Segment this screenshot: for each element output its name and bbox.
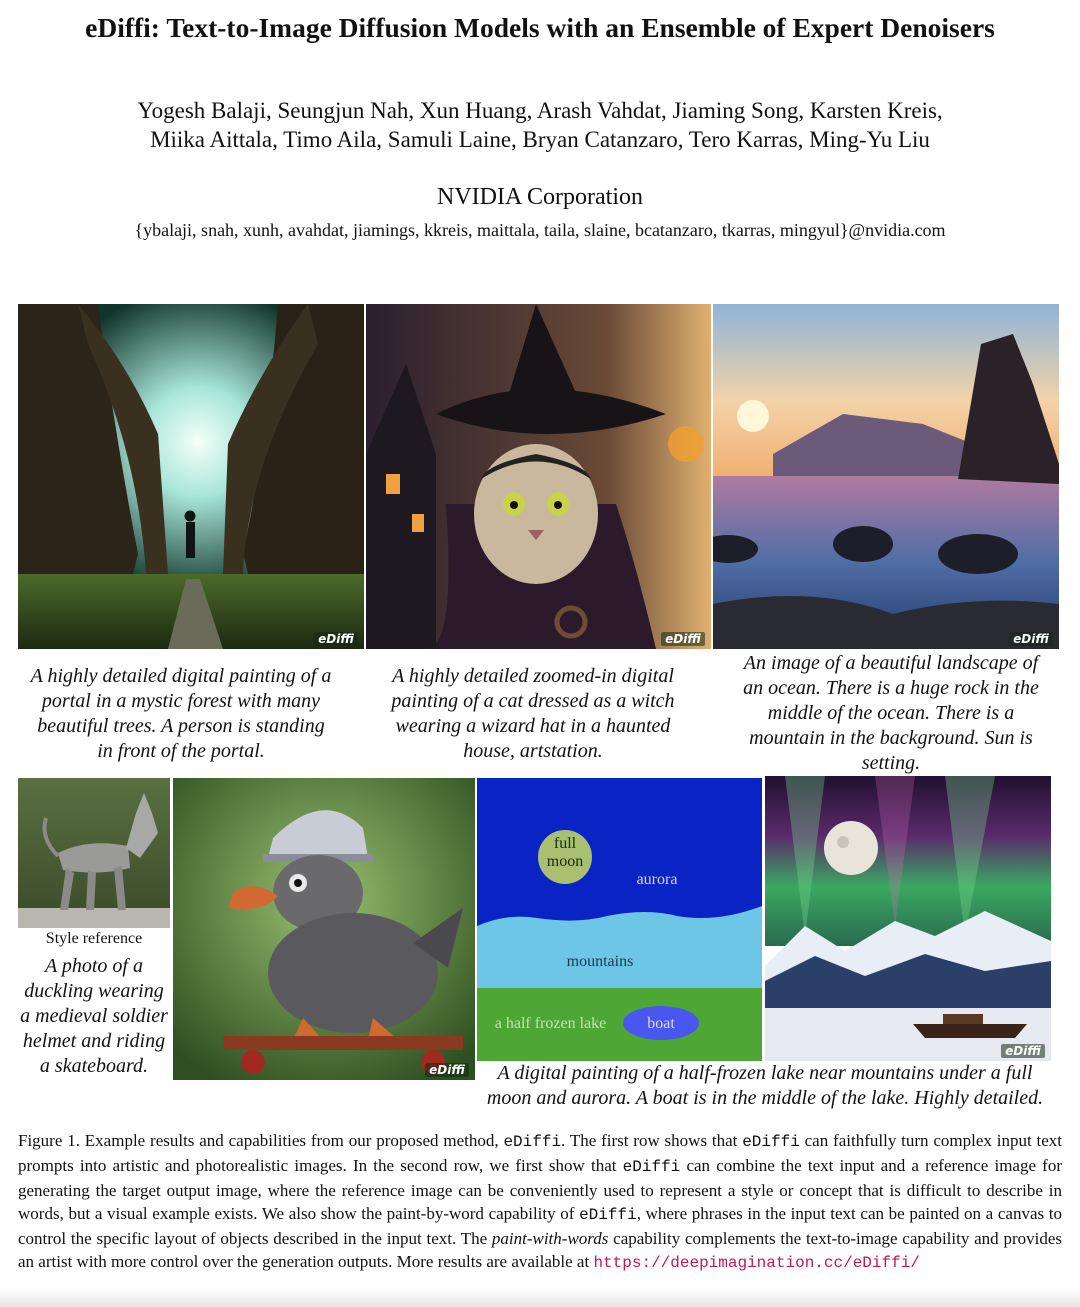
caption-text: , where phrases in the input text can be painted on a canvas to control the specific layout of objects described in the input text. The	[18, 1204, 1062, 1249]
authors-line-2: Miika Aittala, Timo Aila, Samuli Laine, Bryan Catanzaro, Tero Karras, Ming-Yu Liu	[150, 127, 930, 152]
canvas-label-full: full	[553, 835, 577, 852]
caption-text: capability complements the text-to-image capability and provides an artist with more control over the generation outputs. More results are available at	[18, 1229, 1062, 1272]
full-moon-label	[538, 835, 592, 871]
method-name: eDiffi	[742, 1133, 800, 1151]
caption-line: a medieval soldier	[20, 1005, 168, 1027]
caption-line: A highly detailed zoomed-in digital	[392, 665, 674, 687]
canvas-label-moon: moon	[546, 853, 584, 870]
ocean-sunset-image	[713, 304, 1059, 649]
caption-line: mountain in the background. Sun is	[749, 727, 1033, 749]
caption-line: An image of a beautiful landscape of	[743, 652, 1039, 674]
figure-label: Figure 1.	[18, 1131, 80, 1150]
method-name: eDiffi	[503, 1133, 562, 1151]
project-url-link[interactable]: https://deepimagination.cc/eDiffi/	[593, 1254, 920, 1273]
caption-line: A highly detailed digital painting of a	[30, 665, 332, 687]
paint-with-words-term: paint-with-words	[491, 1229, 609, 1249]
duckling-image	[173, 778, 475, 1080]
mountains-label: mountains	[566, 953, 634, 970]
page-bottom-shadow	[0, 1288, 1080, 1307]
forest-portal-illustration	[18, 304, 364, 649]
caption-text: can combine the text input and a reference image for generating the target output image, where the reference image can be conveniently used to represent a style or concept that is difficult to describe in words, but a visual example exists. We also show the paint-by-word capability of	[18, 1156, 1062, 1224]
caption-line: setting.	[861, 752, 921, 774]
boat-label: boat	[647, 1015, 675, 1032]
author-emails: {ybalaji, snah, xunh, avahdat, jiamings, kkreis, maittala, taila, slaine, bcatanzaro, tkarras, mingyul}@nvidia.com	[134, 220, 946, 240]
caption-line: middle of the ocean. There is a	[767, 702, 1015, 724]
aurora-label: aurora	[636, 871, 678, 888]
ediffi-watermark: eDiffi	[314, 632, 358, 646]
method-name: eDiffi	[579, 1206, 637, 1225]
ediffi-watermark: eDiffi	[1009, 632, 1053, 646]
caption-line: beautiful trees. A person is standing	[37, 715, 325, 737]
witch-cat-image	[366, 304, 711, 649]
style-reference-label: Style reference	[45, 930, 143, 947]
caption-text: can faithfully turn complex input text prompts into artistic and photorealistic images. In the second row, we first show that	[18, 1131, 1062, 1176]
caption-text: Example results and capabilities from our proposed method,	[79, 1131, 504, 1150]
caption-line: painting of a cat dressed as a witch	[391, 690, 675, 712]
caption-line: a skateboard.	[39, 1055, 149, 1077]
affiliation: NVIDIA Corporation	[437, 184, 643, 210]
frozen-lake-image	[765, 776, 1051, 1061]
forest-portal-image	[18, 304, 364, 649]
forest-caption	[14, 664, 348, 764]
paper-title: eDiffi: Text-to-Image Diffusion Models with an Ensemble of Expert Denoisers	[85, 12, 995, 43]
style-reference-image	[18, 778, 170, 928]
ediffi-watermark: eDiffi	[1001, 1044, 1045, 1058]
ediffi-watermark: eDiffi	[425, 1063, 469, 1077]
caption-line: in front of the portal.	[97, 740, 265, 762]
ediffi-watermark: eDiffi	[661, 632, 705, 646]
figure-caption	[18, 1129, 1062, 1276]
caption-line: house, artstation.	[463, 740, 603, 762]
caption-line: an ocean. There is a huge rock in the	[743, 677, 1039, 699]
witch-cat-caption	[366, 664, 700, 764]
caption-line: wearing a wizard hat in a haunted	[395, 715, 671, 737]
paint-with-words-canvas	[477, 778, 762, 1061]
duckling-caption	[14, 954, 174, 1079]
caption-line: helmet and riding	[22, 1030, 166, 1052]
caption-line: moon and aurora. A boat is in the middle of the lake. Highly detailed.	[486, 1087, 1044, 1109]
metal-duckling-illustration	[173, 778, 475, 1080]
caption-line: A photo of a	[45, 955, 143, 977]
method-name: eDiffi	[622, 1158, 681, 1177]
authors-line-1: Yogesh Balaji, Seungjun Nah, Xun Huang, Arash Vahdat, Jiaming Song, Karsten Kreis,	[137, 98, 943, 123]
metal-dog-sculpture-illustration	[18, 778, 170, 928]
caption-line: portal in a mystic forest with many	[41, 690, 321, 712]
ocean-sunset-illustration	[713, 304, 1059, 649]
author-list	[0, 96, 1080, 154]
caption-line: duckling wearing	[24, 980, 164, 1002]
lake-label: a half frozen lake	[494, 1015, 607, 1032]
witch-cat-illustration	[366, 304, 711, 649]
ocean-caption	[724, 651, 1058, 776]
frozen-lake-caption	[455, 1061, 1075, 1111]
caption-line: A digital painting of a half-frozen lake near mountains under a full	[497, 1062, 1033, 1084]
caption-text: . The first row shows that	[561, 1131, 743, 1150]
frozen-lake-aurora-illustration	[765, 776, 1051, 1061]
